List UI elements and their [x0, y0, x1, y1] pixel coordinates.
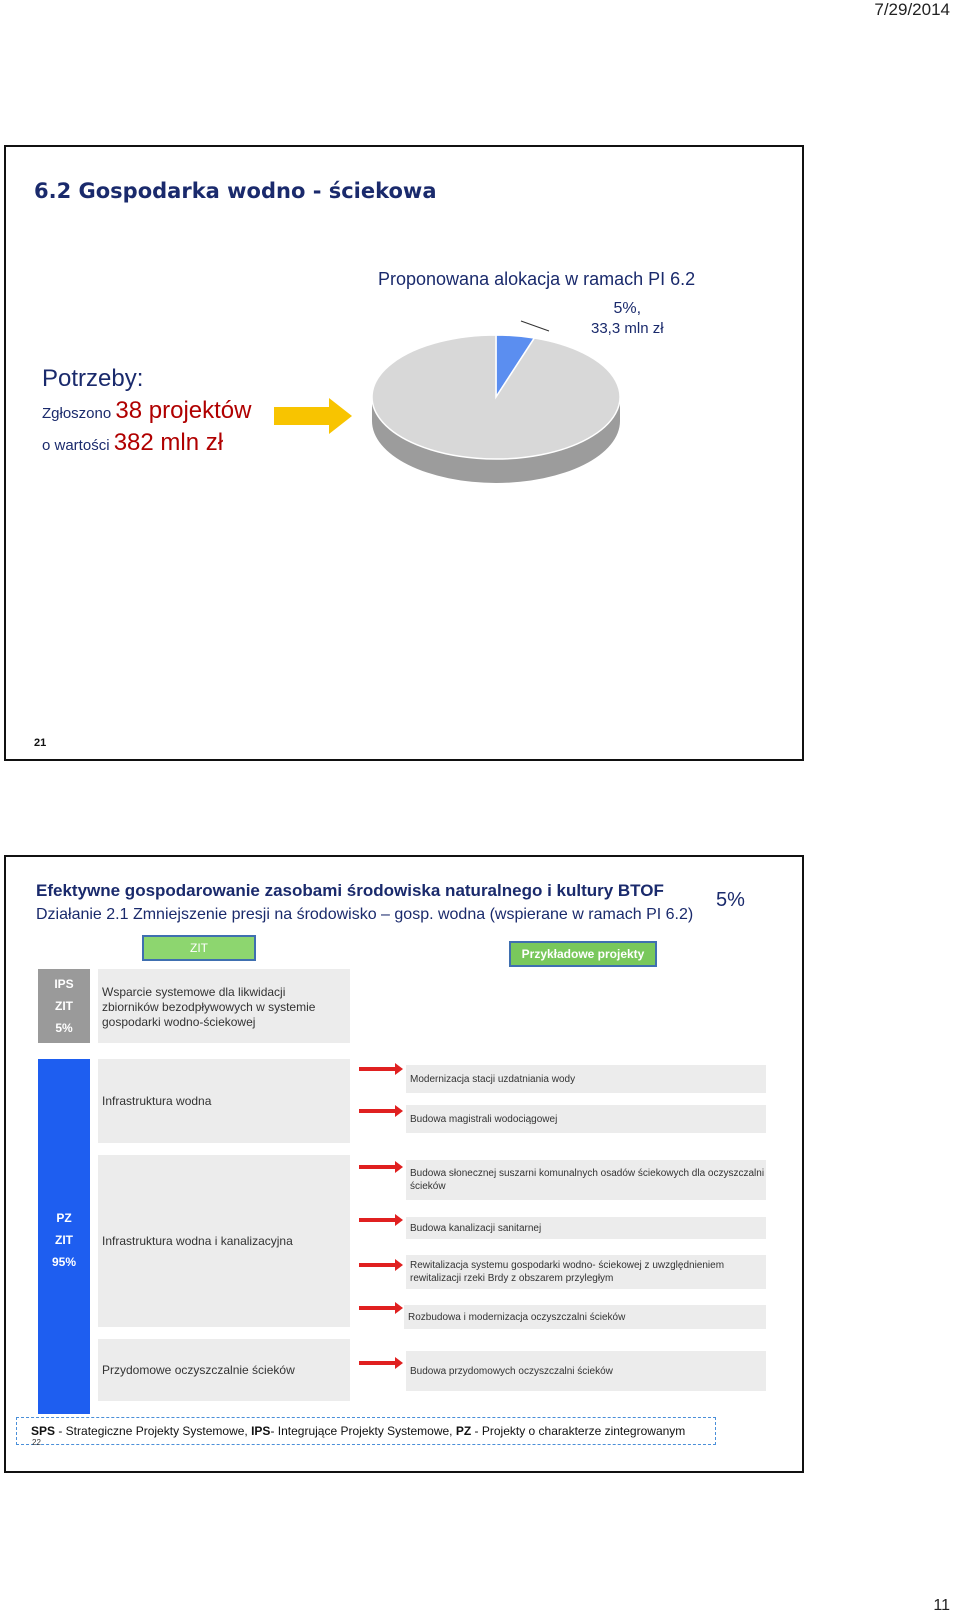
yellow-arrow-icon: [274, 398, 352, 434]
pz-label: PZ: [56, 1211, 72, 1225]
project-water-main: Budowa magistrali wodociągowej: [406, 1105, 766, 1133]
legend-sps-abbr: SPS: [31, 1424, 56, 1438]
red-arrow-icon: [359, 1302, 403, 1314]
legend-ips-abbr: IPS: [251, 1424, 271, 1438]
print-date: 7/29/2014: [874, 0, 950, 19]
ips-description: Wsparcie systemowe dla likwidacji zbiorników bezodpływowych w systemie gospodarki wodno-ściekowej: [98, 969, 350, 1043]
needs-heading: Potrzeby:: [42, 365, 144, 392]
project-wwtp-modernization: Rozbudowa i modernizacja oczyszczalni ścieków: [404, 1305, 766, 1329]
slide-22: [4, 855, 804, 1473]
category-home-treatment-plants: Przydomowe oczyszczalnie ścieków: [98, 1339, 350, 1401]
pz-column: [38, 1059, 90, 1414]
needs-value-amount: 382 mln zł: [113, 429, 224, 456]
needs-block: [42, 365, 251, 457]
zit-box: ZIT: [142, 935, 256, 961]
legend-ips-text: - Integrujące Projekty Systemowe,: [270, 1424, 456, 1438]
project-home-treatment: Budowa przydomowych oczyszczalni ścieków: [406, 1351, 766, 1391]
pie-leader-line: [521, 321, 549, 331]
project-water-treatment: Modernizacja stacji uzdatniania wody: [406, 1065, 766, 1093]
abbreviation-legend: [16, 1417, 716, 1445]
ips-zit-label: ZIT: [55, 999, 73, 1013]
slide-21: [4, 145, 804, 761]
pie-slice-1: [372, 335, 620, 459]
needs-projects-prefix: Zgłoszono: [42, 405, 112, 422]
needs-value-prefix: o wartości: [42, 437, 110, 454]
project-sanitary-sewer: Budowa kanalizacji sanitarnej: [406, 1217, 766, 1239]
red-arrow-icon: [359, 1063, 403, 1075]
pz-zit-label: ZIT: [55, 1233, 73, 1247]
red-arrow-icon: [359, 1214, 403, 1226]
page-number: 11: [933, 1597, 950, 1614]
slide-number: 22: [32, 1438, 41, 1447]
category-water-sewer-infrastructure: Infrastruktura wodna i kanalizacyjna: [98, 1155, 350, 1327]
slide-subheading: Działanie 2.1 Zmniejszenie presji na środowisko – gosp. wodna (wspierane w ramach PI 6.2): [36, 906, 694, 923]
project-sludge-dryer: Budowa słonecznej suszarni komunalnych osadów ściekowych dla oczyszczalni ścieków: [406, 1160, 766, 1200]
slide-heading: Efektywne gospodarowanie zasobami środowiska naturalnego i kultury BTOF: [36, 881, 664, 900]
allocation-pie-chart: [371, 317, 631, 487]
red-arrow-icon: [359, 1357, 403, 1369]
needs-projects-count: 38 projektów: [115, 397, 252, 424]
red-arrow-icon: [359, 1259, 403, 1271]
pie-slice-amount: 33,3 mln zł: [591, 320, 664, 337]
pz-percent: 95%: [51, 1255, 77, 1269]
chart-title: Proponowana alokacja w ramach PI 6.2: [378, 269, 696, 289]
example-projects-box: Przykładowe projekty: [509, 941, 657, 967]
slide-title: 6.2 Gospodarka wodno - ściekowa: [34, 179, 437, 203]
needs-value-line: [42, 429, 251, 457]
red-arrow-icon: [359, 1105, 403, 1117]
legend-pz-abbr: PZ: [455, 1424, 472, 1438]
legend-sps-text: - Strategiczne Projekty Systemowe,: [55, 1424, 252, 1438]
legend-pz-text: - Projekty o charakterze zintegrowanym: [471, 1424, 686, 1438]
pie-slice-percent: 5%,: [613, 300, 642, 317]
needs-projects-line: [42, 397, 251, 425]
ips-label: IPS: [54, 977, 74, 991]
red-arrow-icon: [359, 1161, 403, 1173]
project-revitalization: Rewitalizacja systemu gospodarki wodno- ściekowej z uwzględnieniem rewitalizacji rzeki Brdy z obszarem przyległym: [406, 1255, 766, 1289]
slide-number: 21: [34, 737, 47, 749]
percent-label: 5%: [716, 889, 745, 911]
ips-percent: 5%: [55, 1021, 73, 1035]
category-water-infrastructure: Infrastruktura wodna: [98, 1059, 350, 1143]
ips-column: [38, 969, 90, 1043]
